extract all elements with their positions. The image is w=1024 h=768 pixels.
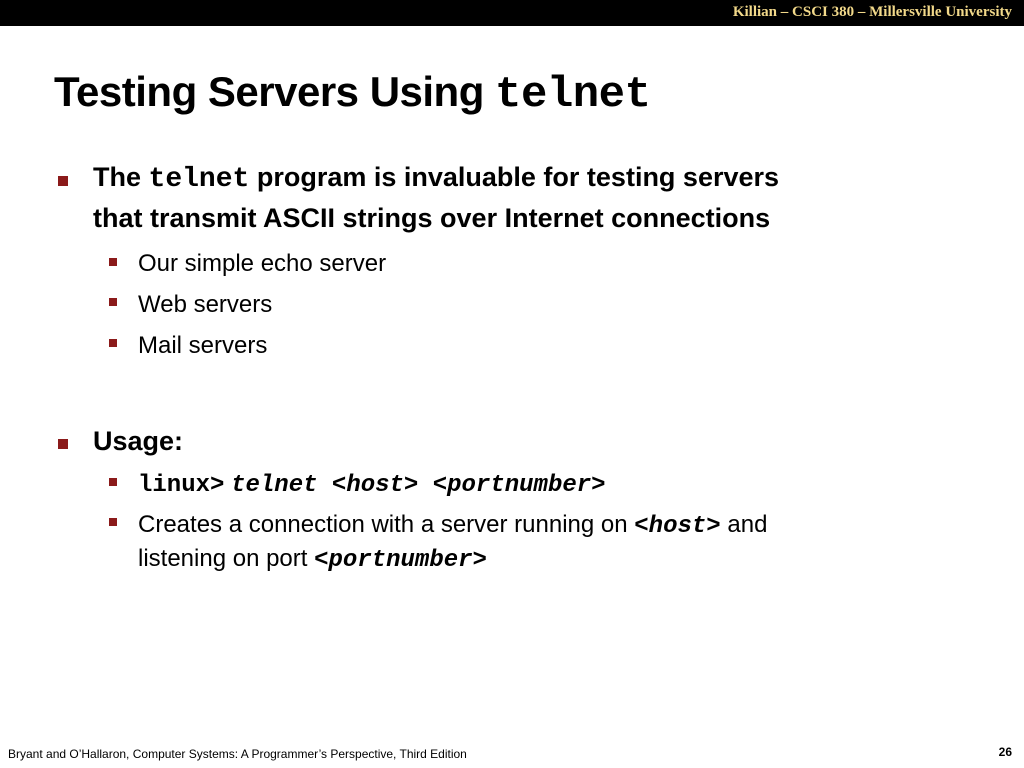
bullet-1-text-cont: program is invaluable for testing servers (249, 162, 780, 192)
desc-host: <host> (634, 513, 721, 540)
desc-port: <portnumber> (314, 547, 487, 574)
bullet-1-line-2: that transmit ASCII strings over Internet connections (93, 203, 771, 233)
usage-command (138, 467, 606, 503)
sub-bullet-marker (109, 518, 117, 526)
bullet-marker (58, 176, 68, 186)
footer-citation: Bryant and O’Hallaron, Computer Systems: A Programmer’s Perspective, Third Edition (8, 747, 467, 761)
sub-bullet-marker (109, 478, 117, 486)
sub-item-echo-server: Our simple echo server (138, 250, 387, 277)
sub-bullet-marker (109, 339, 117, 347)
usage-label: Usage: (93, 426, 184, 456)
title-code: telnet (495, 70, 651, 120)
desc-line2-text: listening on port (138, 545, 315, 572)
bullet-marker (58, 439, 68, 449)
bullet-1-text: The (93, 162, 149, 192)
command-text: telnet <host> <portnumber> (231, 472, 606, 499)
bullet-1-line-1 (93, 157, 779, 200)
sub-item-web-servers: Web servers (138, 291, 273, 318)
page-number: 26 (998, 745, 1012, 759)
header-bar (0, 0, 1024, 26)
desc-text-cont: and (720, 511, 768, 538)
title-text: Testing Servers Using (54, 68, 496, 115)
slide-title (54, 68, 650, 120)
sub-bullet-marker (109, 258, 117, 266)
sub-item-mail-servers: Mail servers (138, 332, 268, 359)
command-prompt: linux> (138, 472, 225, 499)
course-header: Killian – CSCI 380 – Millersville University (732, 4, 1012, 20)
usage-description-line-1 (138, 508, 767, 544)
bullet-1-code: telnet (148, 164, 250, 195)
usage-description-line-2 (138, 542, 487, 578)
sub-bullet-marker (109, 298, 117, 306)
desc-text: Creates a connection with a server running on (138, 511, 635, 538)
